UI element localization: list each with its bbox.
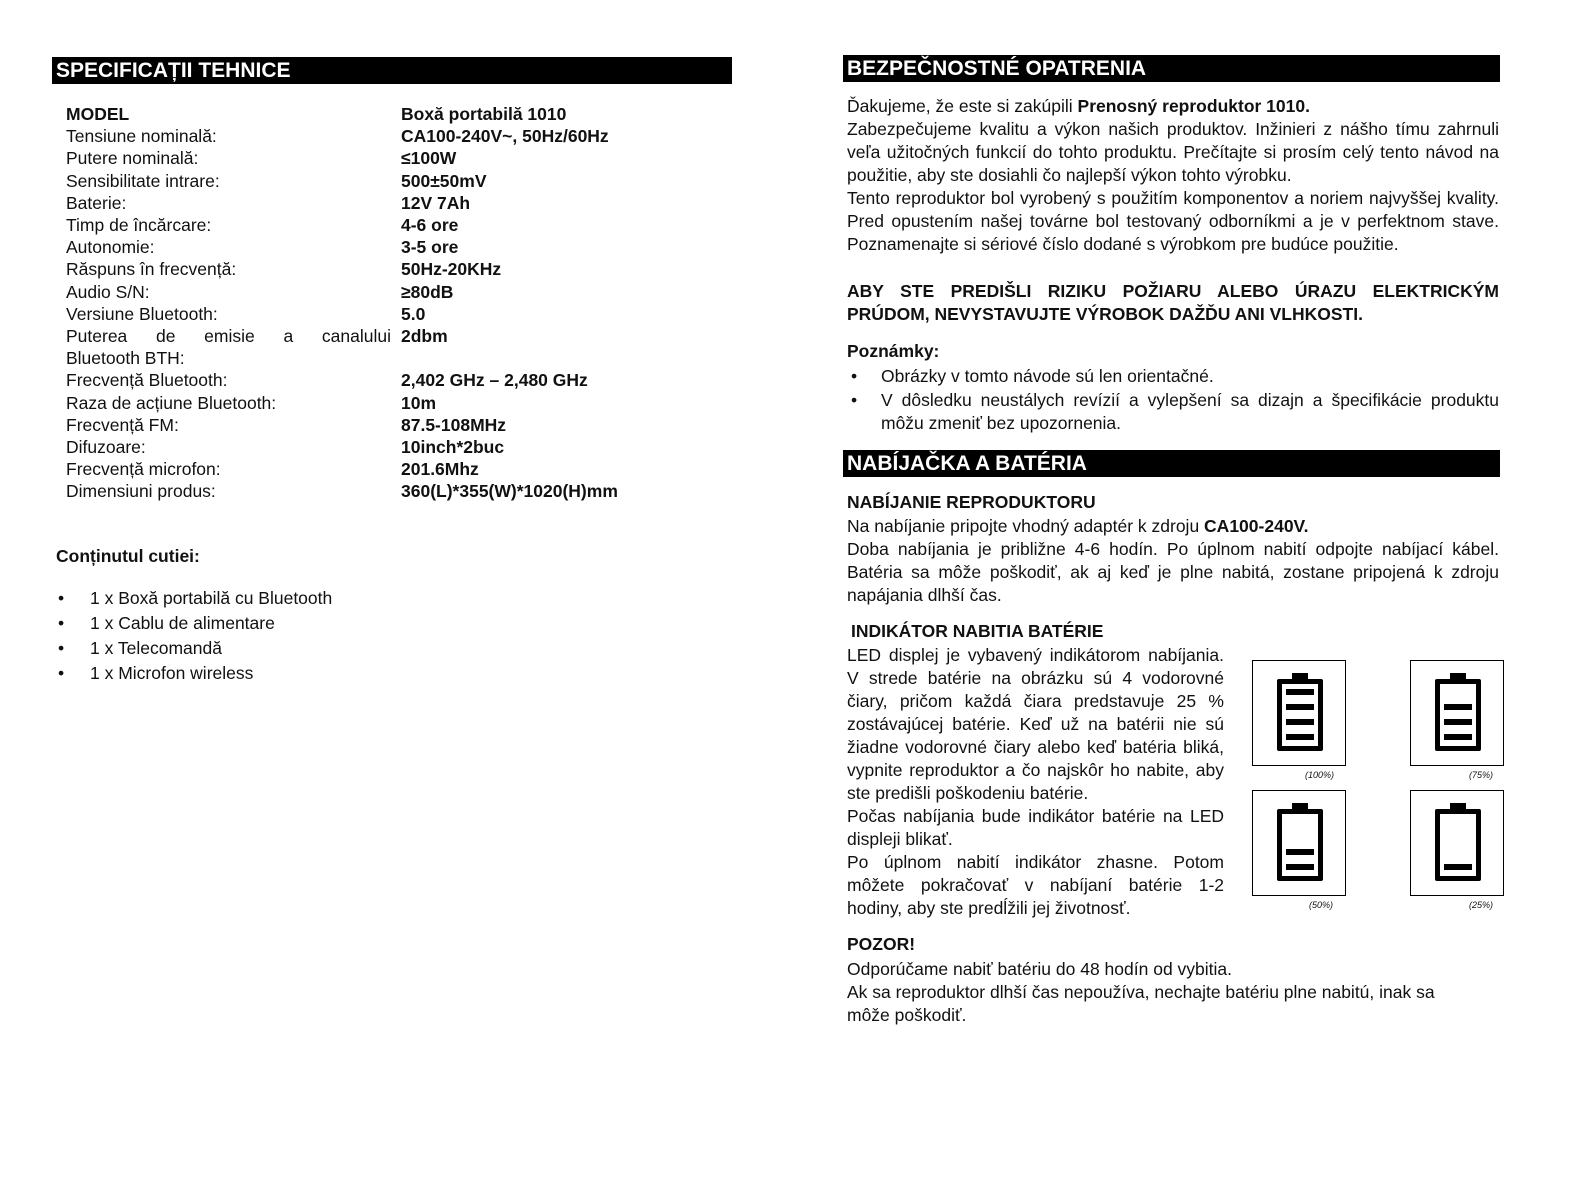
battery-level-bar — [1286, 864, 1314, 870]
list-item — [847, 389, 1499, 435]
list-item-text: Obrázky v tomto návode sú len orientačné. — [881, 366, 1214, 386]
charging-text: Na nabíjanie pripojte vhodný adaptér k zdroju — [847, 516, 1205, 536]
box-contents-list — [52, 586, 332, 686]
spec-row — [66, 214, 706, 236]
section-title-charger: NABÍJAČKA A BATÉRIA — [843, 450, 1500, 477]
list-item-text: 1 x Telecomandă — [90, 638, 222, 658]
spec-label: Versiune Bluetooth: — [66, 303, 218, 324]
spec-value: 12V 7Ah — [401, 192, 471, 213]
list-item-text: 1 x Microfon wireless — [90, 663, 254, 683]
notes-list — [847, 365, 1499, 435]
quality-paragraph: Tento reproduktor bol vyrobený s použitím komponentov a noriem najvyššej kvality. Pred opustením našej továrne bol testovaný odborníkmi a je v perfektnom stave. Poznamenajte si sériové číslo dodané s výrobkom pre budúce použitie. — [847, 188, 1499, 254]
list-item-text: 1 x Cablu de alimentare — [90, 613, 275, 633]
safety-warning: ABY STE PREDIŠLI RIZIKU POŽIARU ALEBO ÚRAZU ELEKTRICKÝM PRÚDOM, NEVYSTAVUJTE VÝROBOK DAŽĎU ANI VLHKOSTI. — [847, 281, 1499, 324]
caution-heading: POZOR! — [847, 934, 916, 954]
spec-value: ≥80dB — [401, 281, 454, 302]
spec-value: 2dbm — [401, 326, 448, 347]
spec-label: Frecvență Bluetooth: — [66, 370, 228, 391]
battery-caption: (25%) — [1469, 900, 1494, 910]
battery-level-bar — [1444, 704, 1472, 710]
spec-row — [66, 303, 706, 325]
thanks-text: Ďakujeme, že este si zakúpili — [847, 96, 1078, 116]
battery-caption: (50%) — [1309, 900, 1334, 910]
spec-row — [66, 436, 706, 458]
caution-line: Ak sa reproduktor dlhší čas nepoužíva, nechajte batériu plne nabitú, inak sa môže poškodiť. — [847, 982, 1435, 1025]
list-item — [847, 365, 1499, 388]
battery-75-figure — [1410, 660, 1504, 766]
notes-heading: Poznámky: — [847, 341, 940, 361]
bullet: • — [58, 638, 65, 658]
battery-icon — [1277, 809, 1323, 881]
battery-level-bar — [1286, 704, 1314, 710]
spec-row — [66, 369, 706, 391]
caution-line: Odporúčame nabiť batériu do 48 hodín od vybitia. — [847, 959, 1233, 979]
list-item — [52, 661, 332, 686]
spec-value: 2,402 GHz – 2,480 GHz — [401, 370, 588, 391]
spec-row — [66, 480, 706, 502]
battery-level-bar — [1444, 719, 1472, 725]
spec-value: 201.6Mhz — [401, 459, 479, 480]
spec-row — [66, 347, 706, 369]
spec-label: Raza de acțiune Bluetooth: — [66, 392, 277, 413]
box-contents-heading: Conținutul cutiei: — [56, 546, 200, 566]
spec-value: CA100-240V~, 50Hz/60Hz — [401, 126, 609, 147]
spec-row — [66, 103, 706, 125]
charging-heading: NABÍJANIE REPRODUKTORU — [847, 492, 1096, 512]
spec-label: Puterea de emisie a canalului — [66, 326, 391, 347]
list-item — [52, 611, 332, 636]
list-item-text: V dôsledku neustálych revízií a vylepšení sa dizajn a špecifikácie produktu môžu zmeniť bez upozornenia. — [881, 390, 1499, 433]
spec-value: 10inch*2buc — [401, 437, 505, 458]
spec-label: Baterie: — [66, 192, 127, 213]
spec-label: Audio S/N: — [66, 281, 150, 302]
battery-caption: (100%) — [1305, 770, 1335, 780]
spec-label: Bluetooth BTH: — [66, 348, 185, 369]
bullet: • — [851, 390, 858, 410]
spec-row — [66, 192, 706, 214]
spec-row — [66, 125, 706, 147]
spec-value: 87.5-108MHz — [401, 414, 507, 435]
spec-label: Timp de încărcare: — [66, 215, 212, 236]
spec-label: MODEL — [66, 104, 130, 124]
spec-value: 50Hz-20KHz — [401, 259, 502, 280]
spec-row — [66, 258, 706, 280]
battery-level-bar — [1286, 689, 1314, 695]
battery-level-bar — [1286, 719, 1314, 725]
battery-icon — [1435, 679, 1481, 751]
battery-icon — [1435, 809, 1481, 881]
spec-row — [66, 147, 706, 169]
bullet: • — [58, 588, 65, 608]
spec-row — [66, 325, 706, 347]
spec-value: Boxă portabilă 1010 — [401, 104, 567, 124]
intro-paragraph: Zabezpečujeme kvalitu a výkon našich produktov. Inžinieri z nášho tímu zahrnuli veľa užitočných funkcií do tohto produktu. Prečítajte si prosím celý tento návod na použitie, aby ste dosiahli čo najlepší výkon tohto výrobku. — [847, 119, 1499, 185]
thanks-line — [847, 95, 1499, 118]
list-item — [52, 586, 332, 611]
spec-value: 4-6 ore — [401, 215, 459, 236]
spec-value: ≤100W — [401, 148, 457, 169]
section-title-specs: SPECIFICAȚII TEHNICE — [52, 57, 732, 84]
spec-label: Frecvență FM: — [66, 414, 179, 435]
battery-caption: (75%) — [1469, 770, 1494, 780]
list-item — [52, 636, 332, 661]
spec-row — [66, 458, 706, 480]
spec-label: Difuzoare: — [66, 437, 146, 458]
spec-label: Autonomie: — [66, 237, 155, 258]
indicator-heading: INDIKÁTOR NABITIA BATÉRIE — [851, 621, 1104, 641]
battery-25-figure — [1410, 790, 1504, 896]
spec-label: Sensibilitate intrare: — [66, 170, 220, 191]
spec-value: 10m — [401, 392, 437, 413]
spec-row — [66, 170, 706, 192]
spec-row — [66, 414, 706, 436]
battery-icon — [1277, 679, 1323, 751]
spec-value: 3-5 ore — [401, 237, 459, 258]
battery-50-figure — [1252, 790, 1346, 896]
bullet: • — [851, 366, 858, 386]
spec-row — [66, 392, 706, 414]
battery-level-bar — [1444, 734, 1472, 740]
spec-label: Frecvență microfon: — [66, 459, 221, 480]
section-title-safety: BEZPEČNOSTNÉ OPATRENIA — [843, 55, 1500, 82]
battery-level-bar — [1286, 849, 1314, 855]
charging-line — [847, 515, 1499, 538]
spec-value: 500±50mV — [401, 170, 487, 191]
spec-label: Răspuns în frecvență: — [66, 259, 237, 280]
spec-table — [66, 103, 706, 503]
battery-100-figure — [1252, 660, 1346, 766]
product-name: Prenosný reproduktor 1010. — [1077, 96, 1310, 116]
bullet: • — [58, 613, 65, 633]
spec-label: Tensiune nominală: — [66, 126, 217, 147]
spec-value: 5.0 — [401, 303, 426, 324]
indicator-text — [847, 644, 1224, 920]
indicator-paragraph: LED displej je vybavený indikátorom nabíjania. V strede batérie na obrázku sú 4 vodorovné čiary, pričom každá čiara predstavuje 25 % zostávajúcej batérie. Keď už na batérii nie sú žiadne vodorovné čiary alebo keď batéria bliká, vypnite reproduktor a čo najskôr ho nabite, aby ste predišli poškodeniu batérie. — [847, 645, 1224, 803]
battery-level-bar — [1286, 734, 1314, 740]
indicator-paragraph: Počas nabíjania bude indikátor batérie na LED displeji blikať. — [847, 806, 1224, 849]
spec-value — [391, 347, 401, 369]
spec-row — [66, 236, 706, 258]
spec-label: Dimensiuni produs: — [66, 481, 216, 502]
list-item-text: 1 x Boxă portabilă cu Bluetooth — [90, 588, 333, 608]
indicator-paragraph: Po úplnom nabití indikátor zhasne. Potom môžete pokračovať v nabíjaní batérie 1-2 hodiny, aby ste predĺžili jej životnosť. — [847, 852, 1224, 918]
bullet: • — [58, 663, 65, 683]
spec-label: Putere nominală: — [66, 148, 199, 169]
charging-source: CA100-240V. — [1204, 516, 1309, 536]
battery-level-bar — [1444, 864, 1472, 870]
spec-value: 360(L)*355(W)*1020(H)mm — [401, 481, 618, 502]
spec-row — [66, 281, 706, 303]
charging-paragraph: Doba nabíjania je približne 4-6 hodín. Po úplnom nabití odpojte nabíjací kábel. Batéria sa môže poškodiť, ak aj keď je plne nabitá, zostane pripojená k zdroju napájania dlhší čas. — [847, 539, 1499, 605]
